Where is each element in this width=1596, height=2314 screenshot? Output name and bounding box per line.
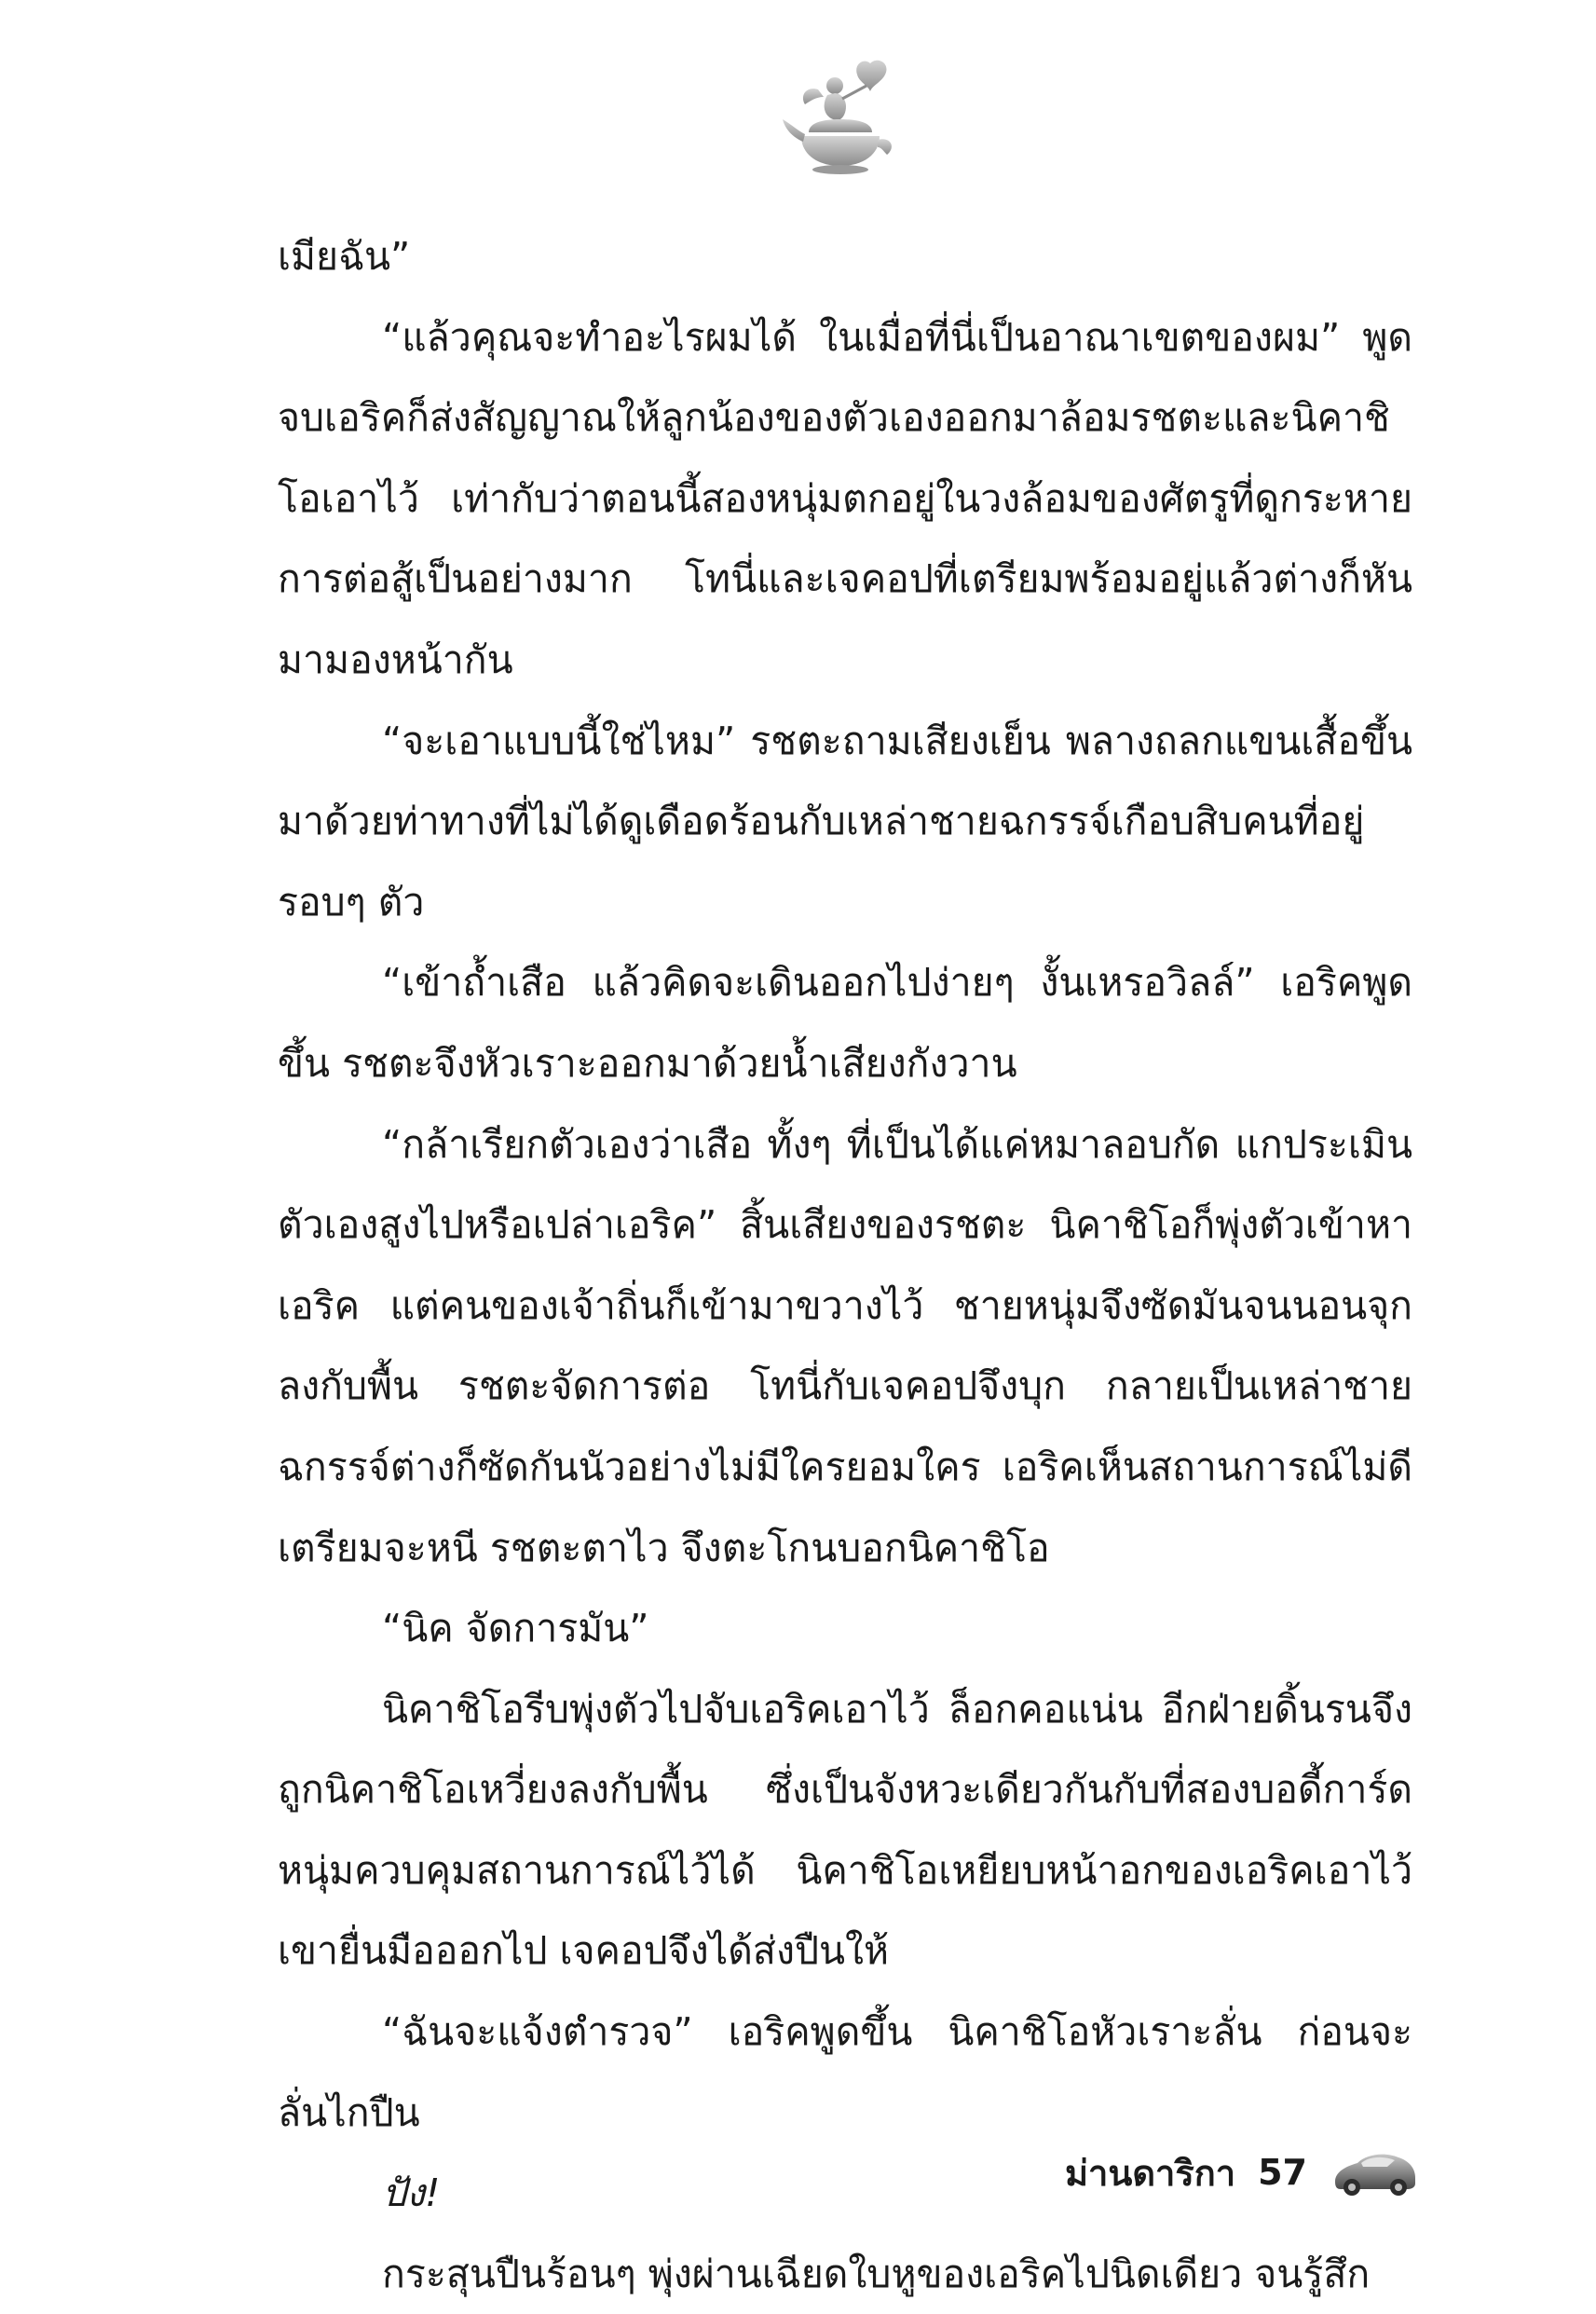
paragraph: “กล้าเรียกตัวเองว่าเสือ ทั้งๆ ที่เป็นได้แค่หมาลอบกัด แกประเมินตัวเองสูงไปหรือเปล่าเอริค” สิ้นเสียงของรชตะ นิคาชิโอก็พุ่งตัวเข้าหาเอริค แต่คนของเจ้าถิ่นก็เข้ามาขวางไว้ ชายหนุ่มจึงซัดมันจนนอนจุกลงกับพื้น รชตะจัดการต่อ โทนี่กับเจคอปจึงบุก กลายเป็นเหล่าชายฉกรรจ์ต่างก็ซัดกันนัวอย่างไม่มีใครยอมใคร เอริคเห็นสถานการณ์ไม่ดี เตรียมจะหนี รชตะตาไว จึงตะโกนบอกนิคาชิโอ [278, 1121, 1412, 1570]
paragraph: “แล้วคุณจะทำอะไรผมได้ ในเมื่อที่นี่เป็นอาณาเขตของผม” พูดจบเอริคก็ส่งสัญญาณให้ลูกน้องของตัวเองออกมาล้อมรชตะและนิคาชิโอเอาไว้ เท่ากับว่าตอนนี้สองหนุ่มตกอยู่ในวงล้อมของศัตรูที่ดูกระหายการต่อสู้เป็นอย่างมาก โทนี่และเจคอปที่เตรียมพร้อมอยู่แล้วต่างก็หันมามองหน้ากัน [278, 314, 1412, 682]
paragraph: เมียฉัน” [278, 234, 411, 279]
page-footer [1065, 2140, 1419, 2205]
paragraph: “ฉันจะแจ้งตำรวจ” เอริคพูดขึ้น นิคาชิโอหัวเราะลั่น ก่อนจะลั่นไกปืน [278, 2009, 1412, 2135]
paragraph: “จะเอาแบบนี้ใช่ไหม” รชตะถามเสียงเย็น พลางถลกแขนเสื้อขึ้นมาด้วยท่าทางที่ไม่ได้ดูเดือดร้อนกับเหล่าชายฉกรรจ์เกือบสิบคนที่อยู่รอบๆ ตัว [278, 718, 1412, 924]
sports-car-icon [1330, 2144, 1419, 2200]
author-name: ม่านดาริกา [1064, 2152, 1236, 2194]
paragraph-sound-effect: ปัง! [382, 2170, 441, 2216]
paragraph: นิคาชิโอรีบพุ่งตัวไปจับเอริคเอาไว้ ล็อกคอแน่น อีกฝ่ายดิ้นรนจึงถูกนิคาชิโอเหวี่ยงลงกับพื้น ซึ่งเป็นจังหวะเดียวกันกับที่สองบอดี้การ์ดหนุ่มควบคุมสถานการณ์ไว้ได้ นิคาชิโอเหยียบหน้าอกของเอริคเอาไว้ เขายื่นมือออกไป เจคอปจึงได้ส่งปืนให้ [278, 1686, 1412, 1974]
paragraph: “นิค จัดการมัน” [382, 1606, 649, 1651]
body-text [278, 216, 1412, 2314]
paragraph: กระสุนปืนร้อนๆ พุ่งผ่านเฉียดใบหูของเอริคไปนิดเดียว จนรู้สึก [382, 2251, 1371, 2296]
cupid-teapot-ornament-icon [781, 58, 902, 179]
paragraph: “เข้าถ้ำเสือ แล้วคิดจะเดินออกไปง่ายๆ งั้นเหรอวิลล์” เอริคพูดขึ้น รชตะจึงหัวเราะออกมาด้วยน้ำเสียงกังวาน [278, 960, 1412, 1086]
page-number: 57 [1258, 2152, 1307, 2193]
